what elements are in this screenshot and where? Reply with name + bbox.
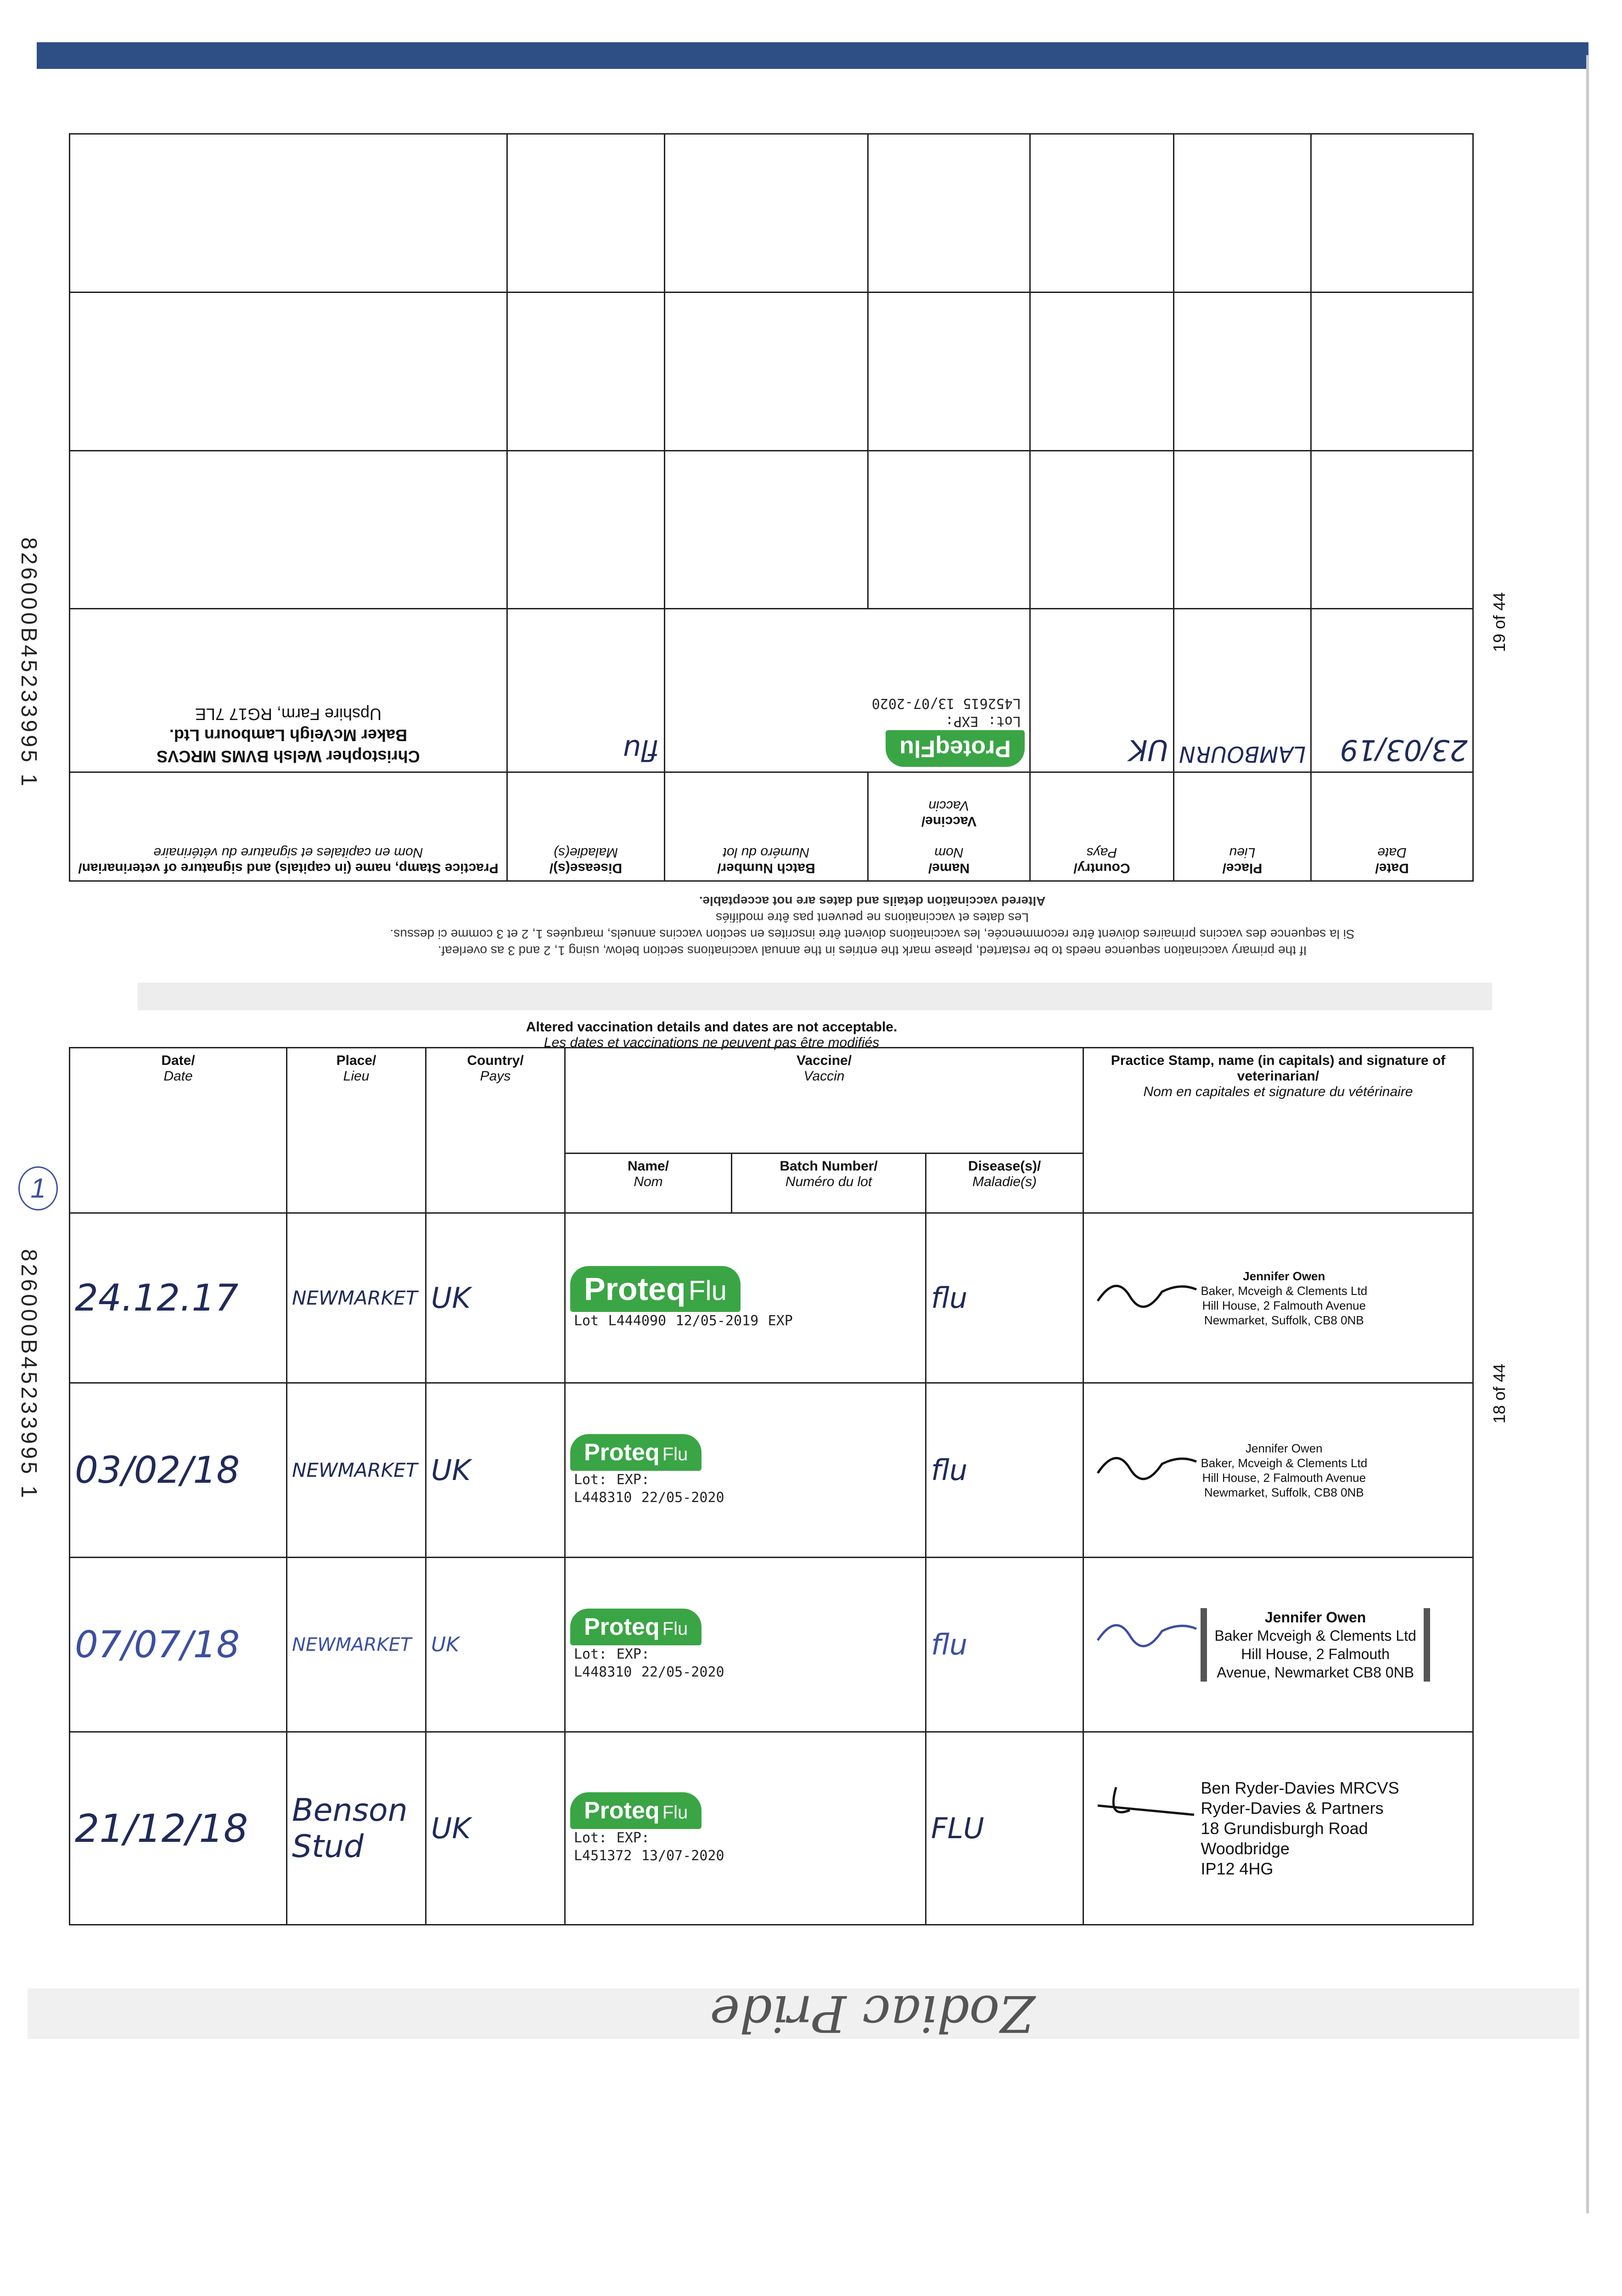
- page-18-table: [69, 1047, 1474, 1878]
- signature: [1089, 1608, 1199, 1654]
- cell-practice: Jennifer Owen Baker, Mcveigh & Clements Ltd Hill House, 2 Falmouth Avenue Newmarket, Suffolk, CB8 0NB: [1083, 1213, 1473, 1383]
- scanner-top-bar: [37, 42, 1588, 69]
- cell-vaccine-stamp: Proteq Flu Lot: EXP: L451372 13/07-2020: [565, 1732, 926, 1925]
- cell-vaccine-stamp: Proteq Flu Lot: EXP: L448310 22/05-2020: [565, 1558, 926, 1732]
- table-row: [70, 292, 1473, 450]
- table-row: [70, 134, 1473, 293]
- header-practice: Practice Stamp, name (in capitals) and signature of veterinarian/ Nom en capitales et signature du vétérinaire: [1083, 1048, 1473, 1213]
- ghost-heading-bar: [138, 983, 1492, 1010]
- sequence-mark: 1: [18, 1166, 58, 1210]
- table-row: [70, 1383, 1473, 1558]
- signature: [1089, 1441, 1199, 1487]
- cell-practice: Christopher Welsh BVMS MRCVS Baker McVeigh Lambourn Ltd. Upshire Farm, RG17 7LE: [70, 609, 507, 772]
- header-name: Name/ Nom Vaccine/ Vaccin: [868, 772, 1030, 881]
- cell-place: NEWMARKET: [287, 1558, 426, 1732]
- cell-date: 21/12/18: [70, 1732, 287, 1925]
- table-row: [70, 1732, 1473, 1925]
- header-vaccine: Vaccine/ Vaccin: [565, 1048, 1083, 1154]
- passport-id-top: 826000B45233995 1: [17, 537, 41, 789]
- header-place: Place/ Lieu: [287, 1048, 426, 1213]
- header-place: Place/ Lieu: [1173, 772, 1311, 881]
- page-19-notes: If the primary vaccination sequence needs to be restarted, please mark the entries in the annual vaccinations section below, using 1, 2 and 3 as overleaf. Si la sequence des vaccins primaires doivent être recommencée, les vaccinations doivent être inscrites en section vaccins annuels, marquées 1, 2 et 3 comme ci dessus. Les dates et vaccinations ne peuvent pas être modifiés Altered vaccination details and dates are not acceptable.: [390, 894, 1355, 958]
- vaccination-table-18: [69, 1047, 1474, 1925]
- cell-vaccine-stamp: ProteqFlu Lot: EXP: L452615 13/07-2020: [664, 609, 1030, 772]
- proteqflu-stamp: Proteq Flu: [570, 1792, 702, 1829]
- header-disease: Disease(s)/ Maladie(s): [926, 1154, 1083, 1213]
- header-batch: Batch Number/ Numéro du lot: [732, 1154, 926, 1213]
- header-date: Date/ Date: [70, 1048, 287, 1213]
- cell-date: 24.12.17: [70, 1213, 287, 1383]
- cell-vaccine-stamp: Proteq Flu Lot: EXP: L448310 22/05-2020: [565, 1383, 926, 1558]
- cell-practice: Ben Ryder-Davies MRCVS Ryder-Davies & Partners 18 Grundisburgh Road Woodbridge IP12 4HG: [1083, 1732, 1473, 1925]
- proteqflu-stamp: Proteq Flu: [570, 1609, 702, 1645]
- cell-date: 23/03/19: [1311, 609, 1473, 772]
- cell-vaccine-stamp: Proteq Flu Lot L444090 12/05-2019 EXP: [565, 1213, 926, 1383]
- cell-disease: flu: [926, 1383, 1083, 1558]
- table-row: [70, 450, 1473, 609]
- page-edge: [1586, 55, 1589, 2213]
- header-name: Name/ Nom: [565, 1154, 732, 1213]
- signature: [1089, 1778, 1199, 1824]
- table-row: [70, 1558, 1473, 1732]
- cell-place: LAMBOURN: [1173, 609, 1311, 772]
- table-row: [70, 1213, 1473, 1383]
- cell-place: NEWMARKET: [287, 1383, 426, 1558]
- cell-practice: Jennifer Owen Baker Mcveigh & Clements Ltd Hill House, 2 Falmouth Avenue, Newmarket CB8 0NB: [1083, 1558, 1473, 1732]
- cell-country: UK: [426, 1732, 565, 1925]
- passport-id-bottom: 826000B45233995 1: [17, 1249, 41, 1501]
- page-18-caption: Altered vaccination details and dates are not acceptable. Les dates et vaccinations ne peuvent pas être modifiés: [526, 1019, 898, 1050]
- header-country: Country/ Pays: [1030, 772, 1173, 881]
- cell-country: UK: [426, 1213, 565, 1383]
- handwritten-horse-name: Zodiac Pride: [710, 1984, 1035, 2043]
- cell-disease: flu: [507, 609, 664, 772]
- cell-country: UK: [426, 1558, 565, 1732]
- proteqflu-stamp: Proteq Flu: [570, 1266, 741, 1312]
- table-row: [70, 609, 1473, 772]
- cell-practice: Jennifer Owen Baker, Mcveigh & Clements Ltd Hill House, 2 Falmouth Avenue Newmarket, Suffolk, CB8 0NB: [1083, 1383, 1473, 1558]
- vaccination-table-19: [69, 133, 1474, 882]
- header-practice: Practice Stamp, name (in capitals) and signature of veterinarian/ Nom en capitales et signature du vétérinaire: [70, 772, 507, 881]
- proteqflu-stamp: ProteqFlu: [886, 730, 1025, 767]
- cell-disease: FLU: [926, 1732, 1083, 1925]
- cell-date: 03/02/18: [70, 1383, 287, 1558]
- cell-country: UK: [426, 1383, 565, 1558]
- cell-date: 07/07/18: [70, 1558, 287, 1732]
- proteqflu-stamp: Proteq Flu: [570, 1434, 702, 1471]
- page-number-19: 19 of 44: [1490, 592, 1509, 652]
- cell-disease: flu: [926, 1213, 1083, 1383]
- cell-place: Benson Stud: [287, 1732, 426, 1925]
- header-date: Date/ Date: [1311, 772, 1473, 881]
- header-disease: Disease(s)/ Maladie(s): [507, 772, 664, 881]
- header-batch: Batch Number/ Numéro du lot: [664, 772, 868, 881]
- page-19-table: [69, 133, 1474, 882]
- header-country: Country/ Pays: [426, 1048, 565, 1213]
- signature: [1089, 1269, 1199, 1315]
- page-number-18: 18 of 44: [1490, 1363, 1509, 1424]
- cell-country: UK: [1030, 609, 1173, 772]
- cell-disease: flu: [926, 1558, 1083, 1732]
- cell-place: NEWMARKET: [287, 1213, 426, 1383]
